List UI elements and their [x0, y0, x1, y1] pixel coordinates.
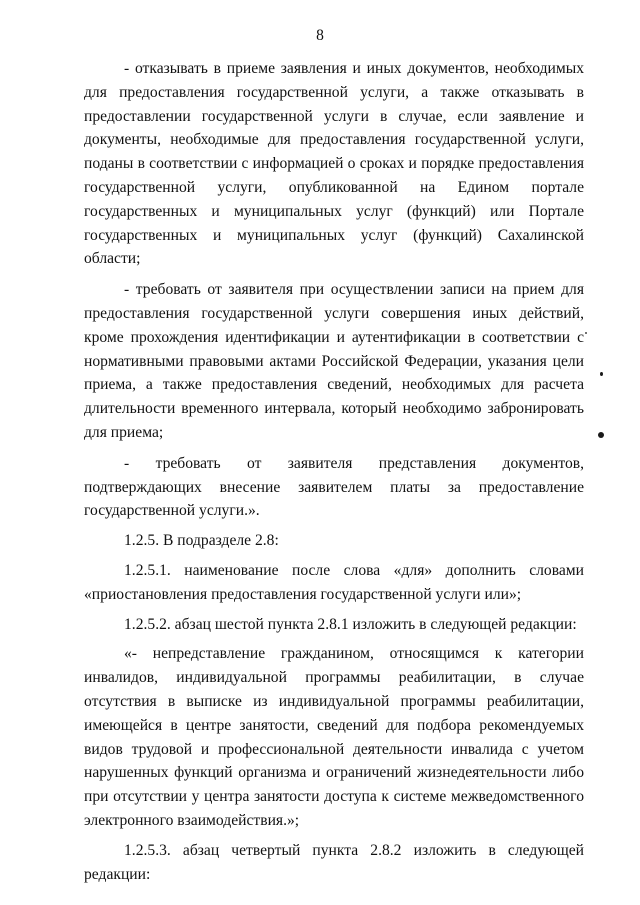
page-number: 8 — [316, 27, 324, 44]
paragraph-quoted-amendment: «- непредставление гражданином, относящимся к категории инвалидов, индивидуальной программы реабилитации, в случае отсутствия в выписке из индивидуальной программы реабилитации, имеющейся в центре занятости, сведений для подбора рекомендуемых видов трудовой и профессиональной деятельности инвалида с учетом нарушенных функций организма и ограничений жизнедеятельности либо при отсутствии у центра занятости доступа к системе межведомственного электронного взаимодействия.»; — [84, 645, 584, 829]
scan-speck — [585, 332, 587, 334]
paragraph-subsection-1-2-5: 1.2.5. В подразделе 2.8: — [124, 532, 279, 550]
paragraph-refuse-acceptance: - отказывать в приеме заявления и иных документов, необходимых для предоставления государственной услуги, а также отказывать в предоставлении государственной услуги в случае, если заявление и документы, необходимые для предоставления государственной услуги, поданы в соответствии с информацией о сроках и порядке предоставления государственной услуги, опубликованной на Едином портале государственных и муниципальных услуг (функций) или Портале государственных и муниципальных услуг (функций) Сахалинской области; — [84, 60, 584, 268]
paragraph-require-payment-docs: - требовать от заявителя представления документов, подтверждающих внесение заявителем платы за предоставление государственной услуги.». — [84, 454, 584, 520]
paragraph-item-1-2-5-1: 1.2.5.1. наименование после слова «для» дополнить словами «приостановления предоставления государственной услуги или»; — [84, 561, 584, 603]
scan-speck — [600, 372, 603, 376]
document-body — [84, 57, 584, 886]
paragraph-item-1-2-5-3: 1.2.5.3. абзац четвертый пункта 2.8.2 изложить в следующей редакции: — [84, 841, 584, 883]
paragraph-item-1-2-5-2: 1.2.5.2. абзац шестой пункта 2.8.1 изложить в следующей редакции: — [124, 615, 577, 633]
scan-speck — [598, 432, 604, 438]
paragraph-require-actions: - требовать от заявителя при осуществлении записи на прием для предоставления государственной услуги совершения иных действий, кроме прохождения идентификации и аутентификации в соответствии с нормативными правовыми актами Российской Федерации, указания цели приема, а также предоставления сведений, необходимых для расчета длительности временного интервала, который необходимо забронировать для приема; — [84, 281, 584, 441]
